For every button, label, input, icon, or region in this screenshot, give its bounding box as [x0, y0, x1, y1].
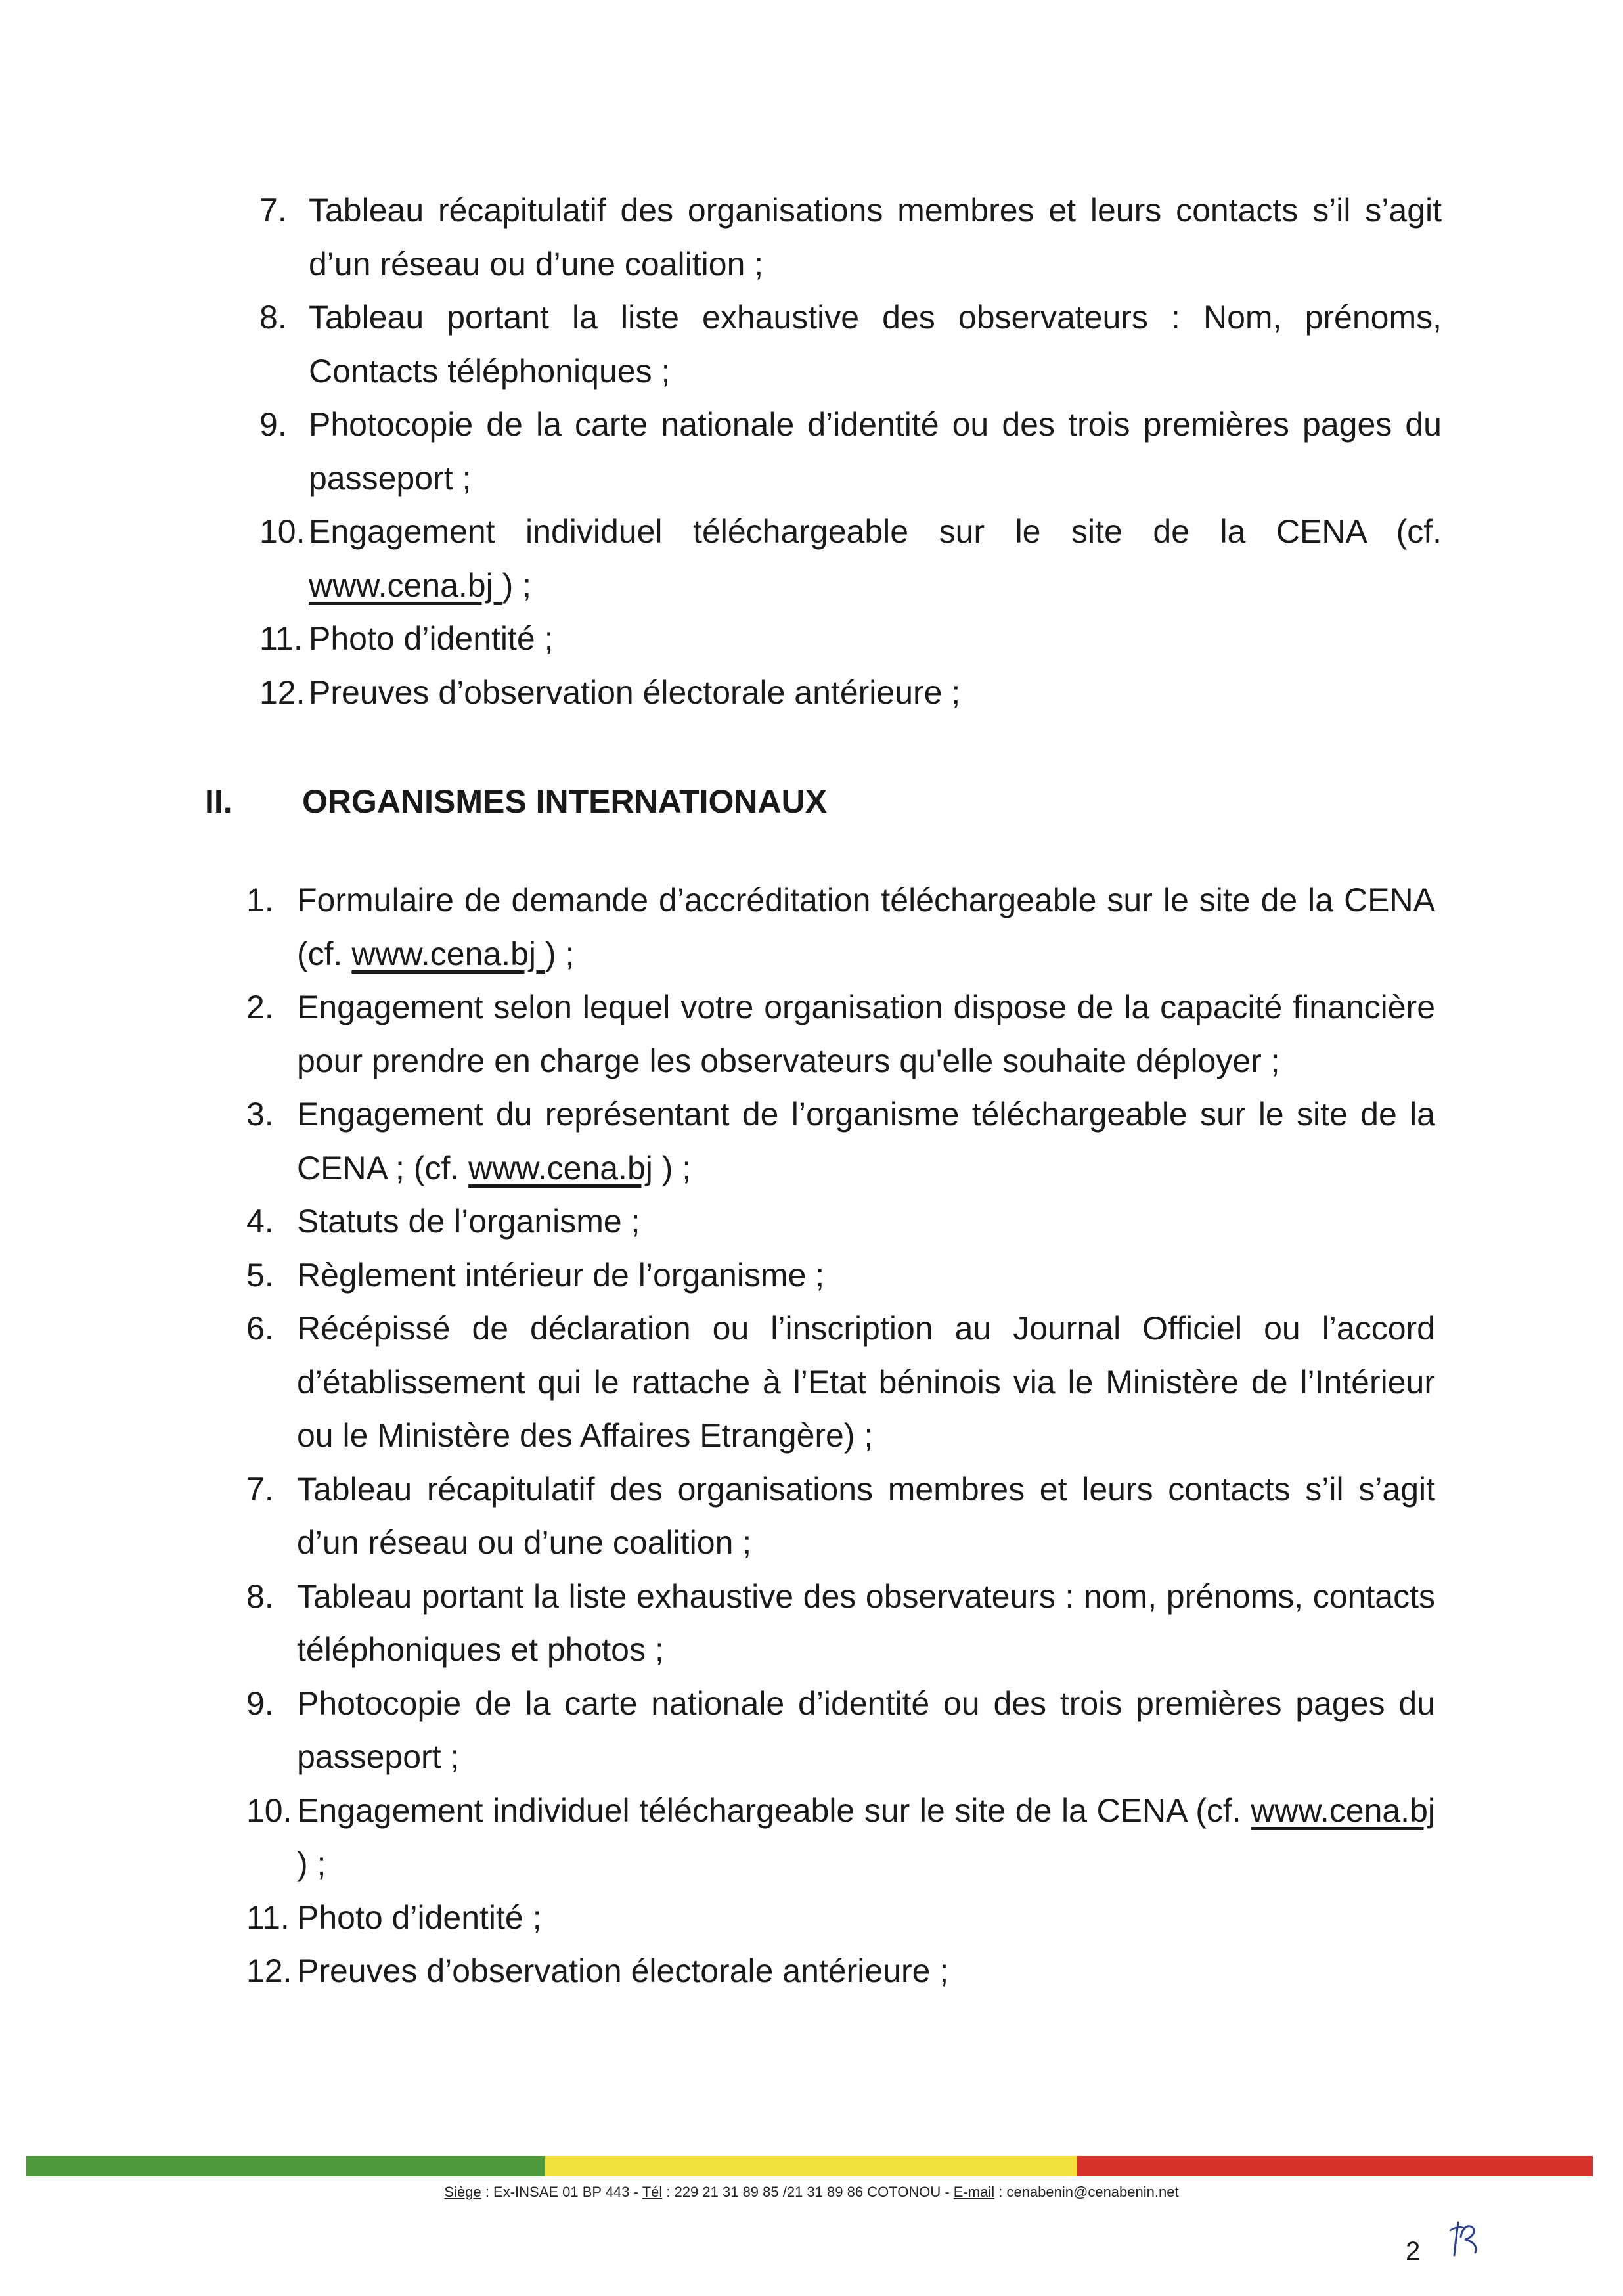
list-item-text: Photocopie de la carte nationale d’identité ou des trois premières pages du passeport ;	[297, 1684, 1435, 1775]
section-number: II.	[205, 783, 233, 820]
section-title: ORGANISMES INTERNATIONAUX	[302, 783, 828, 820]
footer-tel-text: : 229 21 31 89 85 /21 31 89 86 COTONOU -	[662, 2184, 954, 2200]
list-item-number: 7.	[246, 1470, 274, 1508]
list-item-number: 12.	[259, 673, 305, 711]
list-item-number: 6.	[246, 1310, 274, 1347]
page-number: 2	[1406, 2237, 1421, 2266]
list-item	[246, 1195, 1435, 1249]
footer-email-label: E-mail	[953, 2184, 995, 2200]
list-item-number: 7.	[259, 192, 287, 229]
flag-band-yellow	[545, 2156, 1077, 2176]
list-item	[259, 398, 1442, 505]
list-item	[246, 1249, 1435, 1303]
list-item	[246, 1570, 1435, 1677]
list-item	[246, 1302, 1435, 1463]
handwritten-initials-icon	[1445, 2217, 1491, 2263]
list-item-text: Récépissé de déclaration ou l’inscription au Journal Officiel ou l’accord d’établissement qui le rattache à l’Etat béninois via le Ministère de l’Intérieur ou le Ministère des Affaires Etrangère) ;	[297, 1310, 1435, 1454]
list-item-number: 10.	[246, 1791, 292, 1829]
list-item-number: 8.	[259, 299, 287, 336]
list-item	[246, 1463, 1435, 1570]
list-item	[246, 1677, 1435, 1784]
list-item	[259, 505, 1442, 612]
list-item-text: Tableau portant la liste exhaustive des observateurs : Nom, prénoms, Contacts téléphoniques ;	[309, 299, 1442, 390]
flag-band-green	[26, 2156, 545, 2176]
list-item-text: Tableau récapitulatif des organisations membres et leurs contacts s’il s’agit d’un réseau ou d’une coalition ;	[297, 1470, 1435, 1561]
list-item	[246, 981, 1435, 1088]
flag-band-red	[1077, 2156, 1593, 2176]
list-item-text: Photocopie de la carte nationale d’identité ou des trois premières pages du passeport ;	[309, 406, 1442, 497]
list-item-text: Formulaire de demande d’accréditation téléchargeable sur le site de la CENA (cf. www.cena.bj ) ;	[297, 882, 1435, 972]
list-item-text: Preuves d’observation électorale antérieure ;	[297, 1952, 949, 1989]
list-item-number: 3.	[246, 1096, 274, 1133]
list-item-number: 1.	[246, 882, 274, 918]
list-item-number: 8.	[246, 1577, 274, 1615]
list-item	[246, 874, 1435, 981]
footer-siege-text: : Ex-INSAE 01 BP 443 -	[481, 2184, 642, 2200]
list-item-number: 11.	[246, 1899, 290, 1936]
list-item	[259, 666, 1442, 720]
list-item-text: Règlement intérieur de l’organisme ;	[297, 1256, 825, 1294]
list-item-text: Photo d’identité ;	[309, 620, 554, 657]
footer-email-text: : cenabenin@cenabenin.net	[994, 2184, 1179, 2200]
cena-website-link[interactable]: www.cena.bj	[1251, 1791, 1435, 1829]
list-item-number: 12.	[246, 1952, 292, 1989]
list-item-number: 9.	[246, 1684, 274, 1722]
international-documents-list	[246, 874, 1435, 1998]
list-item-number: 5.	[246, 1256, 274, 1294]
list-item	[246, 1784, 1435, 1891]
footer-siege-label: Siège	[444, 2184, 481, 2200]
footer-tel-label: Tél	[642, 2184, 663, 2200]
section-heading-international	[205, 775, 827, 828]
list-item-text: Photo d’identité ;	[297, 1899, 542, 1936]
list-item	[246, 1891, 1435, 1945]
list-item-text: Engagement selon lequel votre organisation dispose de la capacité financière pour prendre en charge les observateurs qu'elle souhaite déployer ;	[297, 989, 1435, 1079]
list-item-text: Tableau récapitulatif des organisations membres et leurs contacts s’il s’agit d’un réseau ou d’une coalition ;	[309, 192, 1442, 282]
list-item-number: 4.	[246, 1203, 274, 1240]
footer-contact-line	[0, 2182, 1623, 2202]
required-documents-list-continued	[259, 184, 1442, 719]
list-item	[259, 184, 1442, 291]
list-item	[259, 612, 1442, 666]
cena-website-link[interactable]: www.cena.bj	[309, 566, 502, 604]
list-item-text: Tableau portant la liste exhaustive des observateurs : nom, prénoms, contacts téléphoniques et photos ;	[297, 1577, 1435, 1668]
list-item-text: Engagement individuel téléchargeable sur le site de la CENA (cf. www.cena.bj ) ;	[297, 1791, 1435, 1882]
list-item	[246, 1088, 1435, 1195]
list-item	[246, 1945, 1435, 1998]
list-item-number: 2.	[246, 989, 274, 1025]
list-item-number: 9.	[259, 406, 287, 443]
list-item-text: Engagement du représentant de l’organisme téléchargeable sur le site de la CENA ; (cf. www.cena.bj ) ;	[297, 1096, 1435, 1186]
list-item	[259, 291, 1442, 398]
list-item-number: 11.	[259, 620, 303, 657]
list-item-number: 10.	[259, 513, 305, 550]
list-item-text: Preuves d’observation électorale antérieure ;	[309, 673, 961, 711]
list-item-text: Engagement individuel téléchargeable sur le site de la CENA (cf. www.cena.bj ) ;	[309, 513, 1442, 604]
list-item-text: Statuts de l’organisme ;	[297, 1203, 640, 1240]
cena-website-link[interactable]: www.cena.bj	[468, 1149, 653, 1186]
cena-website-link[interactable]: www.cena.bj	[351, 935, 545, 972]
